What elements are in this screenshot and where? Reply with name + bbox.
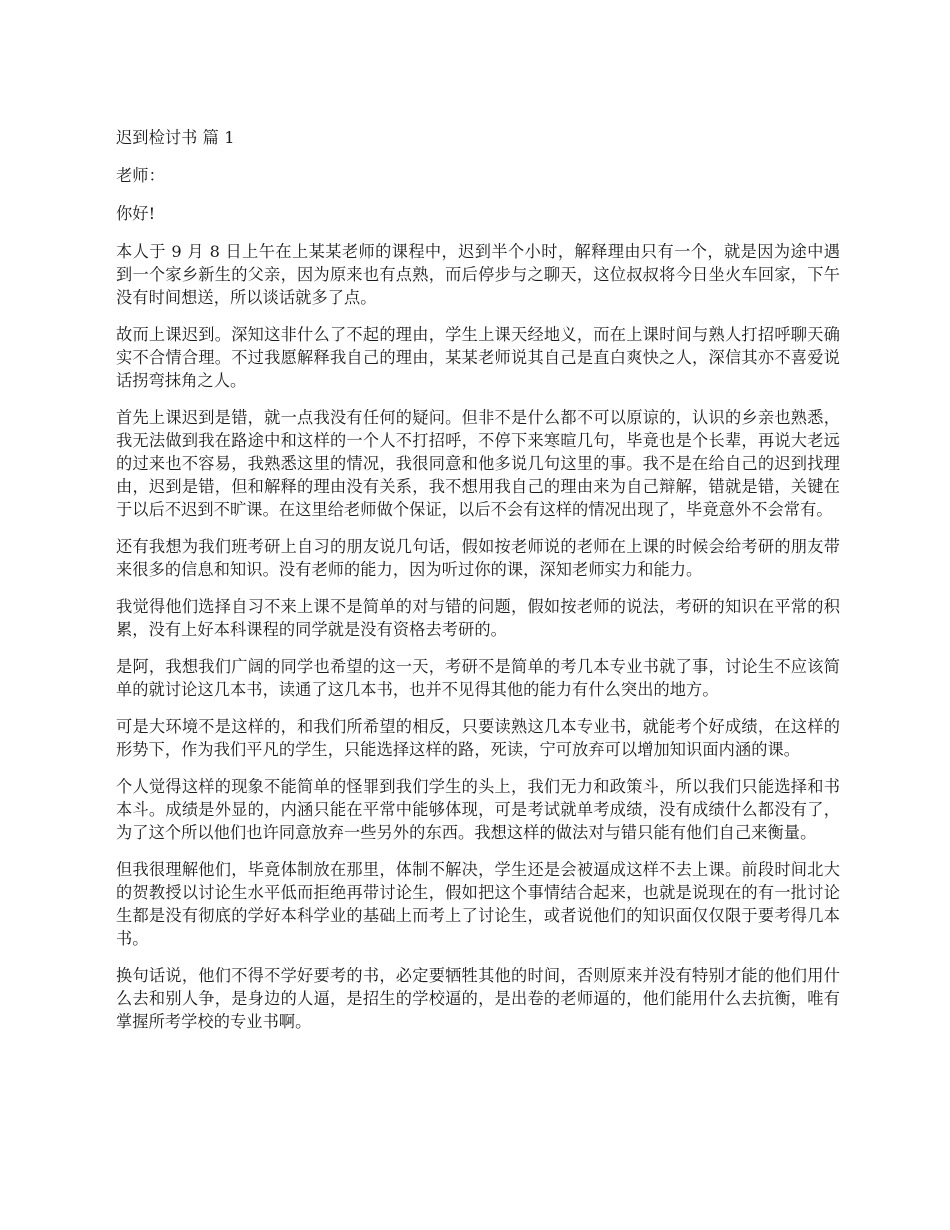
body-paragraph: 故而上课迟到。深知这非什么了不起的理由，学生上课天经地义，而在上课时间与熟人打招呼聊天确实不合情合理。不过我愿解释我自己的理由，某某老师说其自己是直白爽快之人，深信其亦不喜爱说话拐弯抹角之人。 <box>116 325 840 390</box>
body-paragraph: 首先上课迟到是错，就一点我没有任何的疑问。但非不是什么都不可以原谅的，认识的乡亲也熟悉，我无法做到我在路途中和这样的一个人不打招呼，不停下来寒暄几句，毕竟也是个长辈，再说大老远的过来也不容易，我熟悉这里的情况，我很同意和他多说几句这里的事。我不是在给自己的迟到找理由，迟到是错，但和解释的理由没有关系，我不想用我自己的理由来为自己辩解，错就是错，关键在于以后不迟到不旷课。在这里给老师做个保证，以后不会有这样的情况出现了，毕竟意外不会常有。 <box>116 408 840 519</box>
document-title: 迟到检讨书 篇 1 <box>116 128 235 147</box>
body-paragraph: 本人于 9 月 8 日上午在上某某老师的课程中，迟到半个小时，解释理由只有一个，就是因为途中遇到一个家乡新生的父亲，因为原来也有点熟，而后停步与之聊天，这位叔叔将今日坐火车回家，下午没有时间想送，所以谈话就多了点。 <box>116 242 840 307</box>
body-paragraph: 我觉得他们选择自习不来上课不是简单的对与错的问题，假如按老师的说法，考研的知识在平常的积累，没有上好本科课程的同学就是没有资格去考研的。 <box>116 597 840 639</box>
salutation: 老师： <box>116 166 165 185</box>
document-page <box>116 126 840 1047</box>
body-paragraph: 但我很理解他们，毕竟体制放在那里，体制不解决，学生还是会被逼成这样不去上课。前段时间北大的贺教授以讨论生水平低而拒绝再带讨论生，假如把这个事情结合起来，也就是说现在的有一批讨论生都是没有彻底的学好本科学业的基础上而考上了讨论生，或者说他们的知识面仅仅限于要考得几本书。 <box>116 860 840 948</box>
greeting: 你好! <box>116 204 156 223</box>
body-paragraph: 是阿，我想我们广阔的同学也希望的这一天，考研不是简单的考几本专业书就了事，讨论生不应该简单的就讨论这几本书，读通了这几本书，也并不见得其他的能力有什么突出的地方。 <box>116 657 840 699</box>
body-paragraph: 可是大环境不是这样的，和我们所希望的相反，只要读熟这几本专业书，就能考个好成绩，在这样的形势下，作为我们平凡的学生，只能选择这样的路，死读，宁可放弃可以增加知识面内涵的课。 <box>116 717 840 759</box>
body-paragraph: 个人觉得这样的现象不能简单的怪罪到我们学生的头上，我们无力和政策斗，所以我们只能选择和书本斗。成绩是外显的，内涵只能在平常中能够体现，可是考试就单考成绩，没有成绩什么都没有了，为了这个所以他们也许同意放弃一些另外的东西。我想这样的做法对与错只能有他们自己来衡量。 <box>116 777 840 842</box>
body-paragraph: 换句话说，他们不得不学好要考的书，必定要牺牲其他的时间，否则原来并没有特别才能的他们用什么去和别人争，是身边的人逼，是招生的学校逼的，是出卷的老师逼的，他们能用什么去抗衡，唯有掌握所考学校的专业书啊。 <box>116 966 840 1031</box>
body-paragraph: 还有我想为我们班考研上自习的朋友说几句话，假如按老师说的老师在上课的时候会给考研的朋友带来很多的信息和知识。没有老师的能力，因为听过你的课，深知老师实力和能力。 <box>116 537 840 579</box>
